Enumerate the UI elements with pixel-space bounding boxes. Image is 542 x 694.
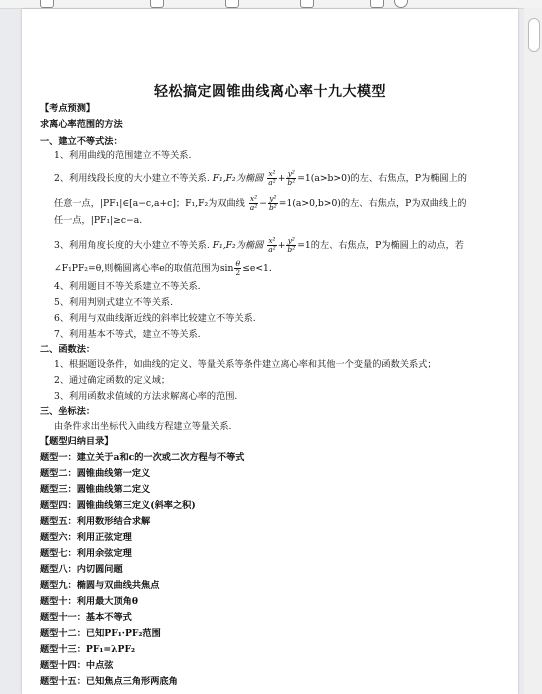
type-item: 题型十四：中点弦	[40, 660, 114, 671]
type-item: 题型一：建立关于a和c的一次或二次方程与不等式	[40, 452, 245, 463]
item-1-4: 4、利用题目不等关系建立不等关系.	[54, 281, 201, 292]
item-1-5: 5、利用判别式建立不等关系.	[54, 297, 174, 308]
frac-den: b²	[287, 178, 296, 187]
math-op: −	[259, 198, 267, 209]
item-1-2c: 任一点，|PF₁|≥c−a.	[54, 215, 143, 226]
math-text: ≤e<1.	[242, 263, 272, 274]
item-1-2b	[54, 195, 467, 212]
help-icon[interactable]	[394, 0, 408, 8]
frac-den: a²	[249, 203, 258, 212]
fraction	[249, 195, 258, 212]
type-item: 题型九：椭圆与双曲线共焦点	[40, 580, 160, 591]
page-title: 轻松搞定圆锥曲线离心率十九大模型	[154, 84, 386, 100]
frac-den: b²	[287, 245, 296, 254]
view-icon[interactable]	[300, 0, 314, 8]
vertical-scrollbar[interactable]	[524, 8, 542, 694]
math-text: F₁,F₂为椭圆	[212, 173, 264, 184]
type-item: 题型七：利用余弦定理	[40, 548, 132, 559]
item-text: 2、利用线段长度的大小建立不等关系.	[54, 173, 210, 184]
fraction	[234, 260, 241, 277]
item-2-1: 1、根据题设条件，如曲线的定义、等量关系等条件建立离心率和其他一个变量的函数关系式；	[54, 359, 437, 370]
frac-num: θ	[235, 259, 241, 268]
frac-num: x²	[268, 169, 276, 178]
item-1-3a	[54, 237, 464, 254]
fraction	[286, 237, 296, 254]
type-item: 题型十五：已知焦点三角形两底角	[40, 676, 178, 687]
type-item: 题型五：利用数形结合求解	[40, 516, 151, 527]
frac-den: a²	[268, 245, 276, 254]
section-guina: 【题型归纳目录】	[40, 436, 114, 447]
type-item: 题型十二：已知PF₁·PF₂范围	[40, 628, 161, 639]
fraction	[267, 170, 276, 187]
frac-num: x²	[249, 194, 258, 203]
type-item: 题型十：利用最大顶角θ	[40, 596, 139, 607]
math-text: =1(a>0,b>0)的左、右焦点，P为双曲线上的	[278, 198, 467, 209]
subheading: 求离心率范围的方法	[40, 119, 123, 130]
math-op: +	[277, 173, 286, 184]
heading-function: 二、函数法：	[40, 344, 96, 355]
item-1-7: 7、利用基本不等式，建立不等关系.	[54, 329, 201, 340]
item-2-2: 2、通过确定函数的定义域；	[54, 375, 171, 386]
heading-coordinate: 三、坐标法：	[40, 406, 96, 417]
type-item: 题型六：利用正弦定理	[40, 532, 132, 543]
frac-den: a²	[268, 178, 276, 187]
section-kaodian: 【考点预测】	[40, 103, 96, 114]
type-item: 题型二：圆锥曲线第一定义	[40, 468, 151, 479]
item-2-3: 3、利用函数求值域的方法求解离心率的范围.	[54, 391, 238, 402]
heading-inequality: 一、建立不等式法：	[40, 136, 123, 147]
frac-num: y²	[287, 169, 295, 178]
math-text: ∠F₁PF₂=θ,则椭圆离心率e的取值范围为sin	[54, 263, 234, 274]
math-op: +	[277, 240, 286, 251]
item-1-3b	[54, 260, 272, 277]
type-item: 题型十三：PF₁=λPF₂	[40, 644, 135, 655]
math-text: =1的左、右焦点，P为椭圆上的动点，若	[297, 240, 464, 251]
item-1-1: 1、利用曲线的范围建立不等关系.	[54, 150, 192, 161]
math-text: F₁,F₂为椭圆	[212, 240, 264, 251]
frac-den: 2	[235, 268, 241, 277]
frac-num: x²	[268, 236, 276, 245]
math-text: =1(a>b>0)的左、右焦点，P为椭圆上的	[297, 173, 467, 184]
item-text: 3、利用角度长度的大小建立不等关系.	[54, 240, 210, 251]
scrollbar-thumb[interactable]	[528, 18, 540, 52]
type-item: 题型四：圆锥曲线第三定义(斜率之积)	[40, 500, 196, 511]
frac-num: y²	[287, 236, 295, 245]
document-page	[22, 9, 518, 694]
type-item: 题型八：内切圆问题	[40, 564, 123, 575]
fraction	[286, 170, 296, 187]
item-1-6: 6、利用与双曲线渐近线的斜率比较建立不等关系.	[54, 313, 256, 324]
search-icon[interactable]	[150, 0, 164, 8]
type-item: 题型十一：基本不等式	[40, 612, 132, 623]
fraction	[267, 237, 276, 254]
toolbar-icon[interactable]	[40, 0, 54, 8]
frac-den: b²	[268, 203, 277, 212]
item-3-1: 由条件求出坐标代入曲线方程建立等量关系.	[54, 421, 232, 432]
item-1-2a	[54, 170, 467, 187]
item-text: 任意一点，|PF₁|∈[a−c,a+c]；F₁,F₂为双曲线	[54, 198, 245, 209]
app-toolbar	[0, 0, 542, 9]
page-icon[interactable]	[225, 0, 239, 8]
frac-num: y²	[269, 194, 277, 203]
type-item: 题型三：圆锥曲线第二定义	[40, 484, 151, 495]
fraction	[268, 195, 278, 212]
app-icon[interactable]	[370, 0, 384, 8]
